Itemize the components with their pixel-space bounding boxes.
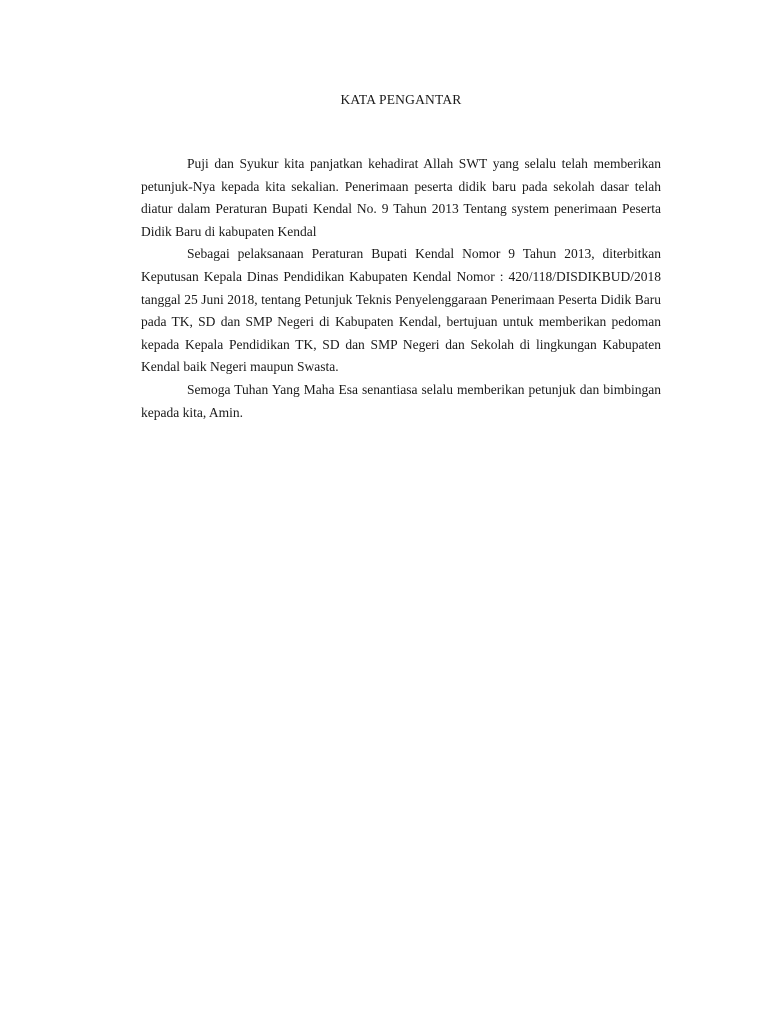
paragraph: Puji dan Syukur kita panjatkan kehadirat Allah SWT yang selalu telah memberikan petunjuk-Nya kepada kita sekalian. Penerimaan peserta didik baru pada sekolah dasar telah diatur dalam Peraturan Bupati Kendal No. 9 Tahun 2013 Tentang system penerimaan Peserta Didik Baru di kabupaten Kendal xyxy=(141,156,661,239)
paragraph: Sebagai pelaksanaan Peraturan Bupati Kendal Nomor 9 Tahun 2013, diterbitkan Keputusan Kepala Dinas Pendidikan Kabupaten Kendal Nomor : 420/118/DISDIKBUD/2018 tanggal 25 Juni 2018, tentang Petunjuk Teknis Penyelenggaraan Penerimaan Peserta Didik Baru pada TK, SD dan SMP Negeri di Kabupaten Kendal, bertujuan untuk memberikan pedoman kepada Kepala Pendidikan TK, SD dan SMP Negeri dan Sekolah di lingkungan Kabupaten Kendal baik Negeri maupun Swasta. xyxy=(141,246,661,375)
document-body xyxy=(141,153,661,424)
paragraph: Semoga Tuhan Yang Maha Esa senantiasa selalu memberikan petunjuk dan bimbingan kepada kita, Amin. xyxy=(141,381,661,420)
page-title: KATA PENGANTAR xyxy=(340,92,462,107)
